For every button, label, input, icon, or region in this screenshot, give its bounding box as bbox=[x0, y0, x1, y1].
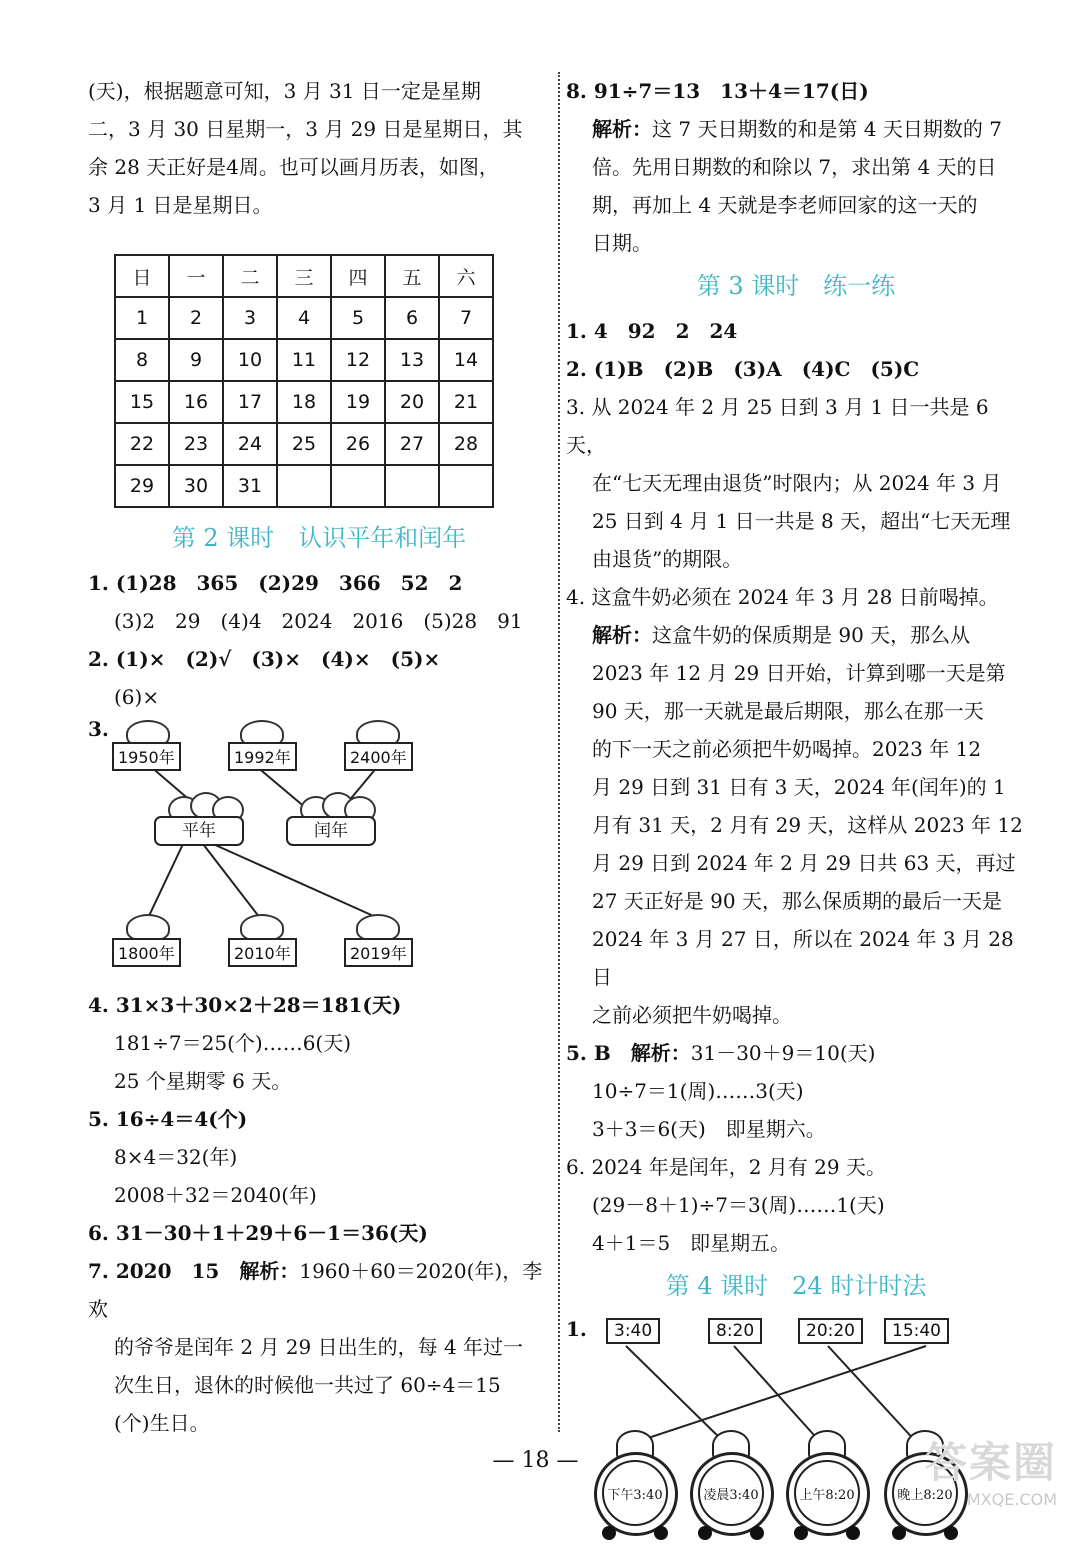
answer-line: 3. 从 2024 年 2 月 25 日到 3 月 1 日一共是 6 天， bbox=[566, 395, 995, 457]
answer-line: 在“七天无理由退货”时限内；从 2024 年 3 月 bbox=[592, 471, 1002, 495]
question-number: 1. bbox=[566, 1317, 587, 1341]
answer-line: 6. 2024 年是闰年，2 月有 29 天。 bbox=[566, 1155, 886, 1179]
month-calendar-table bbox=[114, 254, 494, 508]
time-box: 3:40 bbox=[606, 1318, 660, 1344]
calendar-row bbox=[115, 465, 493, 507]
calendar-cell: 3 bbox=[223, 297, 277, 339]
year-box: 1800年 bbox=[112, 938, 181, 967]
answer-line: 27 天正好是 90 天，那么保质期的最后一天是 bbox=[592, 889, 1002, 913]
answer-line bbox=[566, 616, 1026, 654]
answer-line: 次生日，退休的时候他一共过了 60÷4＝15 bbox=[114, 1373, 501, 1397]
calendar-cell: 11 bbox=[277, 339, 331, 381]
answer-line: 2. (1)B (2)B (3)A (4)C (5)C bbox=[566, 357, 920, 381]
calendar-cell: 5 bbox=[331, 297, 385, 339]
calendar-row bbox=[115, 339, 493, 381]
calendar-cell: 31 bbox=[223, 465, 277, 507]
year-box: 2019年 bbox=[344, 938, 413, 967]
calendar-cell: 27 bbox=[385, 423, 439, 465]
answer-line: 25 个星期零 6 天。 bbox=[114, 1069, 292, 1093]
answer-line bbox=[566, 1034, 1026, 1072]
calendar-cell: 五 bbox=[385, 255, 439, 297]
clock-label: 凌晨3:40 bbox=[698, 1460, 764, 1526]
calendar-cell: 29 bbox=[115, 465, 169, 507]
answer-line: 6. 31－30＋1＋29＋6－1＝36(天) bbox=[88, 1221, 428, 1245]
answer-line: 2024 年 3 月 27 日，所以在 2024 年 3 月 28 日 bbox=[592, 927, 1021, 989]
calendar-cell: 三 bbox=[277, 255, 331, 297]
answer-line: (6)× bbox=[114, 685, 160, 709]
calendar-cell: 20 bbox=[385, 381, 439, 423]
answer-line: 4. 31×3＋30×2＋28＝181(天) bbox=[88, 993, 402, 1017]
clock-label: 上午8:20 bbox=[794, 1460, 860, 1526]
calendar-cell bbox=[385, 465, 439, 507]
calendar-cell: 8 bbox=[115, 339, 169, 381]
calendar-cell: 23 bbox=[169, 423, 223, 465]
answer-line bbox=[566, 110, 1026, 148]
answer-line: 2. (1)× (2)√ (3)× (4)× (5)× bbox=[88, 647, 441, 671]
answer-line bbox=[88, 1252, 550, 1328]
calendar-cell: 7 bbox=[439, 297, 493, 339]
calendar-cell: 19 bbox=[331, 381, 385, 423]
clock-foot-icon bbox=[698, 1526, 712, 1540]
time-box: 8:20 bbox=[708, 1318, 762, 1344]
calendar-cell: 28 bbox=[439, 423, 493, 465]
calendar-cell: 26 bbox=[331, 423, 385, 465]
calendar-cell: 二 bbox=[223, 255, 277, 297]
answer-line: 4. 这盒牛奶必须在 2024 年 3 月 28 日前喝掉。 bbox=[566, 585, 999, 609]
calendar-cell: 15 bbox=[115, 381, 169, 423]
calendar-cell: 4 bbox=[277, 297, 331, 339]
question-number: 3. bbox=[88, 717, 109, 741]
calendar-cell: 6 bbox=[385, 297, 439, 339]
answer-line: 月有 31 天，2 月有 29 天，这样从 2023 年 12 bbox=[592, 813, 1023, 837]
calendar-cell: 一 bbox=[169, 255, 223, 297]
answer-line: 月 29 日到 31 日有 3 天，2024 年(闰年)的 1 bbox=[592, 775, 1006, 799]
answer-line: 181÷7＝25(个)……6(天) bbox=[114, 1031, 352, 1055]
answer-line: (3)2 29 (4)4 2024 2016 (5)28 91 bbox=[114, 609, 523, 633]
analysis-text: 这 7 天日期数的和是第 4 天日期数的 7 bbox=[652, 117, 1002, 141]
calendar-row bbox=[115, 297, 493, 339]
answer-line: 1. (1)28 365 (2)29 366 52 2 bbox=[88, 571, 463, 595]
calendar-cell: 25 bbox=[277, 423, 331, 465]
page-number: — 18 — bbox=[492, 1448, 579, 1473]
answer-number: 7. 2020 15 bbox=[88, 1259, 240, 1283]
category-box: 闰年 bbox=[286, 816, 376, 846]
answer-line: (29－8＋1)÷7＝3(周)……1(天) bbox=[592, 1193, 885, 1217]
answer-line: 90 天，那一天就是最后期限，那么在那一天 bbox=[592, 699, 984, 723]
analysis-text: 31－30＋9＝10(天) bbox=[690, 1041, 876, 1065]
clock-foot-icon bbox=[794, 1526, 808, 1540]
calendar-cell: 13 bbox=[385, 339, 439, 381]
clock-foot-icon bbox=[846, 1526, 860, 1540]
analysis-label: 解析： bbox=[592, 623, 652, 647]
answer-line: 的爷爷是闰年 2 月 29 日出生的，每 4 年过一 bbox=[114, 1335, 524, 1359]
clock-foot-icon bbox=[654, 1526, 668, 1540]
calendar-header-row bbox=[115, 255, 493, 297]
intro-line: (天)，根据题意可知，3 月 31 日一定是星期 bbox=[88, 79, 481, 103]
calendar-cell: 2 bbox=[169, 297, 223, 339]
clock-foot-icon bbox=[944, 1526, 958, 1540]
answer-number: 5. B bbox=[566, 1041, 631, 1065]
calendar-cell bbox=[277, 465, 331, 507]
answer-line: 日期。 bbox=[592, 231, 652, 255]
calendar-cell: 四 bbox=[331, 255, 385, 297]
calendar-row bbox=[115, 381, 493, 423]
clock-label: 晚上8:20 bbox=[892, 1460, 958, 1526]
answer-line: 2023 年 12 月 29 日开始，计算到哪一天是第 bbox=[592, 661, 1006, 685]
calendar-cell: 六 bbox=[439, 255, 493, 297]
answer-line: 5. 16÷4＝4(个) bbox=[88, 1107, 248, 1131]
intro-line: 3 月 1 日是星期日。 bbox=[88, 193, 273, 217]
answer-line: 4＋1＝5 即星期五。 bbox=[592, 1231, 791, 1255]
answer-line: 3＋3＝6(天) 即星期六。 bbox=[592, 1117, 826, 1141]
leap-year-matching-diagram bbox=[88, 716, 550, 986]
answer-line: 25 日到 4 月 1 日一共是 8 天，超出“七天无理 bbox=[592, 509, 1011, 533]
calendar-cell: 17 bbox=[223, 381, 277, 423]
calendar-cell bbox=[331, 465, 385, 507]
answer-line: 1. 4 92 2 24 bbox=[566, 319, 738, 343]
answer-line: 之前必须把牛奶喝掉。 bbox=[592, 1003, 792, 1027]
calendar-cell: 1 bbox=[115, 297, 169, 339]
answer-line: 月 29 日到 2024 年 2 月 29 日共 63 天，再过 bbox=[592, 851, 1016, 875]
calendar-cell: 9 bbox=[169, 339, 223, 381]
calendar-cell: 21 bbox=[439, 381, 493, 423]
analysis-text: 这盒牛奶的保质期是 90 天，那么从 bbox=[652, 623, 971, 647]
year-box: 1950年 bbox=[112, 742, 181, 771]
analysis-text: 1960＋60＝2020(年)，李欢 bbox=[88, 1259, 543, 1321]
clock-foot-icon bbox=[602, 1526, 616, 1540]
time-box: 20:20 bbox=[798, 1318, 863, 1344]
clock-label: 下午3:40 bbox=[602, 1460, 668, 1526]
watermark-title: 答案圈 bbox=[924, 1438, 1057, 1487]
column-divider bbox=[558, 72, 560, 1432]
calendar-cell: 14 bbox=[439, 339, 493, 381]
intro-line: 二，3 月 30 日星期一，3 月 29 日是星期日，其 bbox=[88, 117, 523, 141]
clock-foot-icon bbox=[750, 1526, 764, 1540]
calendar-cell: 日 bbox=[115, 255, 169, 297]
calendar-cell: 16 bbox=[169, 381, 223, 423]
answer-line: 2008＋32＝2040(年) bbox=[114, 1183, 317, 1207]
calendar-cell bbox=[439, 465, 493, 507]
answer-line: (个)生日。 bbox=[114, 1411, 210, 1435]
category-box: 平年 bbox=[154, 816, 244, 846]
answer-line: 8×4＝32(年) bbox=[114, 1145, 238, 1169]
answer-line: 倍。先用日期数的和除以 7，求出第 4 天的日 bbox=[592, 155, 997, 179]
analysis-label: 解析： bbox=[239, 1259, 300, 1283]
calendar-row bbox=[115, 423, 493, 465]
year-box: 2010年 bbox=[228, 938, 297, 967]
calendar-cell: 30 bbox=[169, 465, 223, 507]
left-column bbox=[88, 72, 550, 1442]
calendar-cell: 10 bbox=[223, 339, 277, 381]
calendar-cell: 18 bbox=[277, 381, 331, 423]
answer-line: 由退货”的期限。 bbox=[592, 547, 743, 571]
analysis-label: 解析： bbox=[592, 117, 652, 141]
answer-line: 8. 91÷7＝13 13＋4＝17(日) bbox=[566, 79, 869, 103]
intro-line: 余 28 天正好是4周。也可以画月历表，如图， bbox=[88, 155, 499, 179]
answer-line: 10÷7＝1(周)……3(天) bbox=[592, 1079, 804, 1103]
site-watermark bbox=[877, 1430, 1057, 1526]
analysis-label: 解析： bbox=[630, 1041, 691, 1065]
calendar-cell: 24 bbox=[223, 423, 277, 465]
answer-line: 期，再加上 4 天就是李老师回家的这一天的 bbox=[592, 193, 978, 217]
time-box: 15:40 bbox=[884, 1318, 949, 1344]
year-box: 1992年 bbox=[228, 742, 297, 771]
calendar-cell: 22 bbox=[115, 423, 169, 465]
section-title: 第 2 课时 认识平年和闰年 bbox=[171, 524, 467, 552]
watermark-url: MXQE.COM bbox=[966, 1490, 1057, 1509]
right-column bbox=[566, 72, 1026, 1547]
answer-line: 的下一天之前必须把牛奶喝掉。2023 年 12 bbox=[592, 737, 982, 761]
section-title: 第 4 课时 24 时计时法 bbox=[665, 1272, 927, 1300]
section-title: 第 3 课时 练一练 bbox=[696, 272, 896, 300]
year-box: 2400年 bbox=[344, 742, 413, 771]
clock-foot-icon bbox=[892, 1526, 906, 1540]
calendar-cell: 12 bbox=[331, 339, 385, 381]
